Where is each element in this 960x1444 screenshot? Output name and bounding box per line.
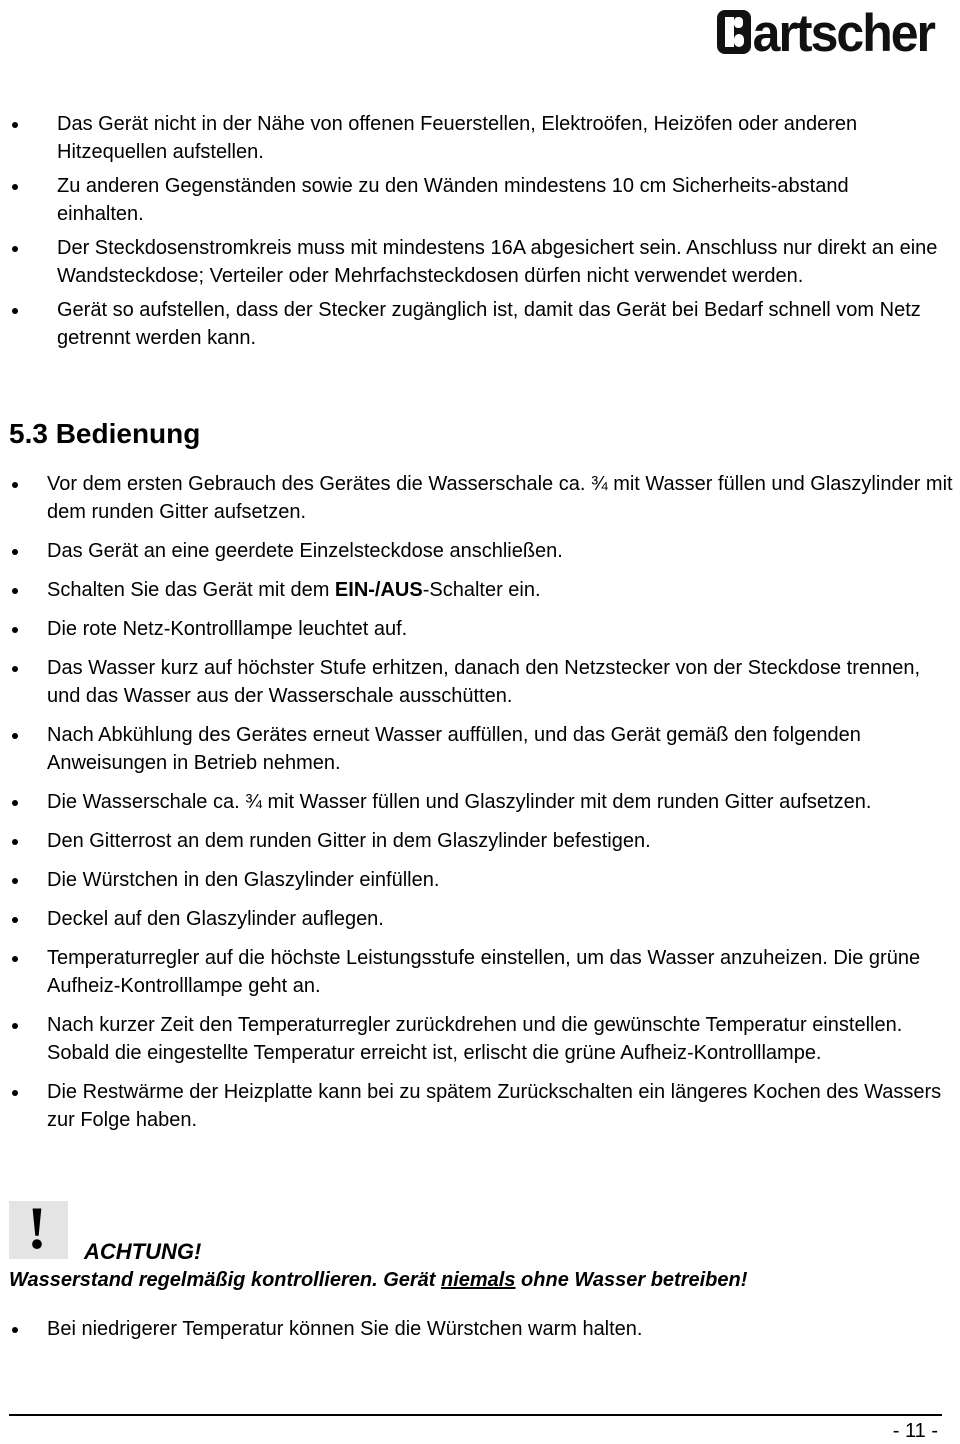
list-item bbox=[0, 654, 960, 710]
list-item-text: Die Würstchen in den Glaszylinder einfüllen. bbox=[47, 869, 440, 891]
switch-name: EIN-/AUS bbox=[334, 579, 423, 601]
bullet-icon bbox=[12, 1023, 18, 1029]
bullet-icon bbox=[12, 666, 18, 672]
bullet-icon bbox=[12, 184, 18, 190]
list-item-text: Vor dem ersten Gebrauch des Gerätes die Wasserschale ca. ¾ mit Wasser füllen und Glaszylinder mit dem runden Gitter aufsetzen. bbox=[47, 473, 953, 523]
list-item bbox=[0, 615, 960, 643]
list-item-text: Temperaturregler auf die höchste Leistungsstufe einstellen, um das Wasser anzuheizen. Die grüne Aufheiz-Kontrolllampe geht an. bbox=[47, 947, 921, 997]
section-heading: 5.3 Bedienung bbox=[9, 418, 201, 449]
logo-text: artscher bbox=[752, 3, 934, 63]
bullet-icon bbox=[12, 956, 18, 962]
bullet-icon bbox=[12, 549, 18, 555]
list-item bbox=[0, 827, 960, 855]
logo-b-mark-icon bbox=[715, 8, 753, 56]
operation-list bbox=[0, 470, 960, 1145]
list-item-text: Das Wasser kurz auf höchster Stufe erhitzen, danach den Netzstecker von der Steckdose trennen, und das Wasser aus der Wasserschale ausschütten. bbox=[47, 657, 921, 707]
list-item bbox=[0, 296, 960, 352]
bullet-icon bbox=[12, 246, 18, 252]
page-number: - 11 - bbox=[892, 1420, 938, 1442]
list-item bbox=[0, 721, 960, 777]
final-list bbox=[0, 1315, 960, 1343]
bullet-icon bbox=[12, 878, 18, 884]
list-item bbox=[0, 1011, 960, 1067]
list-item bbox=[0, 1078, 960, 1134]
footer-divider bbox=[9, 1414, 942, 1416]
bullet-icon bbox=[12, 627, 18, 633]
list-item bbox=[0, 172, 960, 228]
bullet-icon bbox=[12, 308, 18, 314]
list-item-text: Die rote Netz-Kontrolllampe leuchtet auf. bbox=[47, 618, 408, 640]
bullet-icon bbox=[12, 839, 18, 845]
list-item-text: Der Steckdosenstromkreis muss mit mindestens 16A abgesichert sein. Anschluss nur direkt an eine Wandsteckdose; Verteiler oder Mehrfachsteckdosen dürfen nicht verwendet werden. bbox=[57, 237, 938, 287]
list-item-text: Zu anderen Gegenständen sowie zu den Wänden mindestens 10 cm Sicherheits-abstand einhalten. bbox=[57, 175, 849, 225]
list-item bbox=[0, 234, 960, 290]
list-item bbox=[0, 576, 960, 604]
bullet-icon bbox=[12, 482, 18, 488]
list-item-text: Das Gerät nicht in der Nähe von offenen Feuerstellen, Elektroöfen, Heizöfen oder anderen Hitzequellen aufstellen. bbox=[57, 113, 858, 163]
text-segment: ohne Wasser betreiben! bbox=[515, 1269, 748, 1291]
list-item-text: Den Gitterrost an dem runden Gitter in dem Glaszylinder befestigen. bbox=[47, 830, 651, 852]
text-segment: Wasserstand regelmäßig kontrollieren. Gerät bbox=[9, 1269, 441, 1291]
list-item bbox=[0, 537, 960, 565]
emphasis-word: niemals bbox=[441, 1269, 516, 1291]
bullet-icon bbox=[12, 917, 18, 923]
list-item-text: Bei niedrigerer Temperatur können Sie die Würstchen warm halten. bbox=[47, 1318, 643, 1340]
bullet-icon bbox=[12, 800, 18, 806]
list-item-text: Deckel auf den Glaszylinder auflegen. bbox=[47, 908, 384, 930]
list-item bbox=[0, 1315, 960, 1343]
text-segment: Schalten Sie das Gerät mit dem bbox=[47, 579, 335, 601]
bartscher-logo bbox=[715, 3, 934, 63]
bullet-icon bbox=[12, 588, 18, 594]
list-item-text: Nach kurzer Zeit den Temperaturregler zurückdrehen und die gewünschte Temperatur einstellen. Sobald die eingestellte Temperatur erreicht ist, erlischt die grüne Aufheiz-Kontrolllampe. bbox=[47, 1014, 903, 1064]
list-item-text: Die Wasserschale ca. ¾ mit Wasser füllen und Glaszylinder mit dem runden Gitter aufsetzen. bbox=[47, 791, 872, 813]
list-item-text: Das Gerät an eine geerdete Einzelsteckdose anschließen. bbox=[47, 540, 563, 562]
bullet-icon bbox=[12, 1327, 18, 1333]
list-item bbox=[0, 905, 960, 933]
list-item bbox=[0, 788, 960, 816]
warning-icon bbox=[9, 1195, 68, 1261]
bullet-icon bbox=[12, 1090, 18, 1096]
warning-title: ACHTUNG! bbox=[84, 1239, 202, 1264]
bullet-icon bbox=[12, 122, 18, 128]
list-item-text: Nach Abkühlung des Gerätes erneut Wasser auffüllen, und das Gerät gemäß den folgenden Anweisungen in Betrieb nehmen. bbox=[47, 724, 861, 774]
list-item-text: Die Restwärme der Heizplatte kann bei zu spätem Zurückschalten ein längeres Kochen des Wassers zur Folge haben. bbox=[47, 1081, 942, 1131]
list-item bbox=[0, 866, 960, 894]
safety-list bbox=[0, 110, 960, 358]
exclamation-glyph: ! bbox=[27, 1195, 47, 1261]
list-item bbox=[0, 944, 960, 1000]
list-item-text: Gerät so aufstellen, dass der Stecker zugänglich ist, damit das Gerät bei Bedarf schnell vom Netz getrennt werden kann. bbox=[57, 299, 921, 349]
warning-text bbox=[9, 1266, 747, 1294]
text-segment: -Schalter ein. bbox=[422, 579, 541, 601]
list-item bbox=[0, 470, 960, 526]
list-item-text bbox=[47, 579, 541, 601]
list-item bbox=[0, 110, 960, 166]
bullet-icon bbox=[12, 733, 18, 739]
